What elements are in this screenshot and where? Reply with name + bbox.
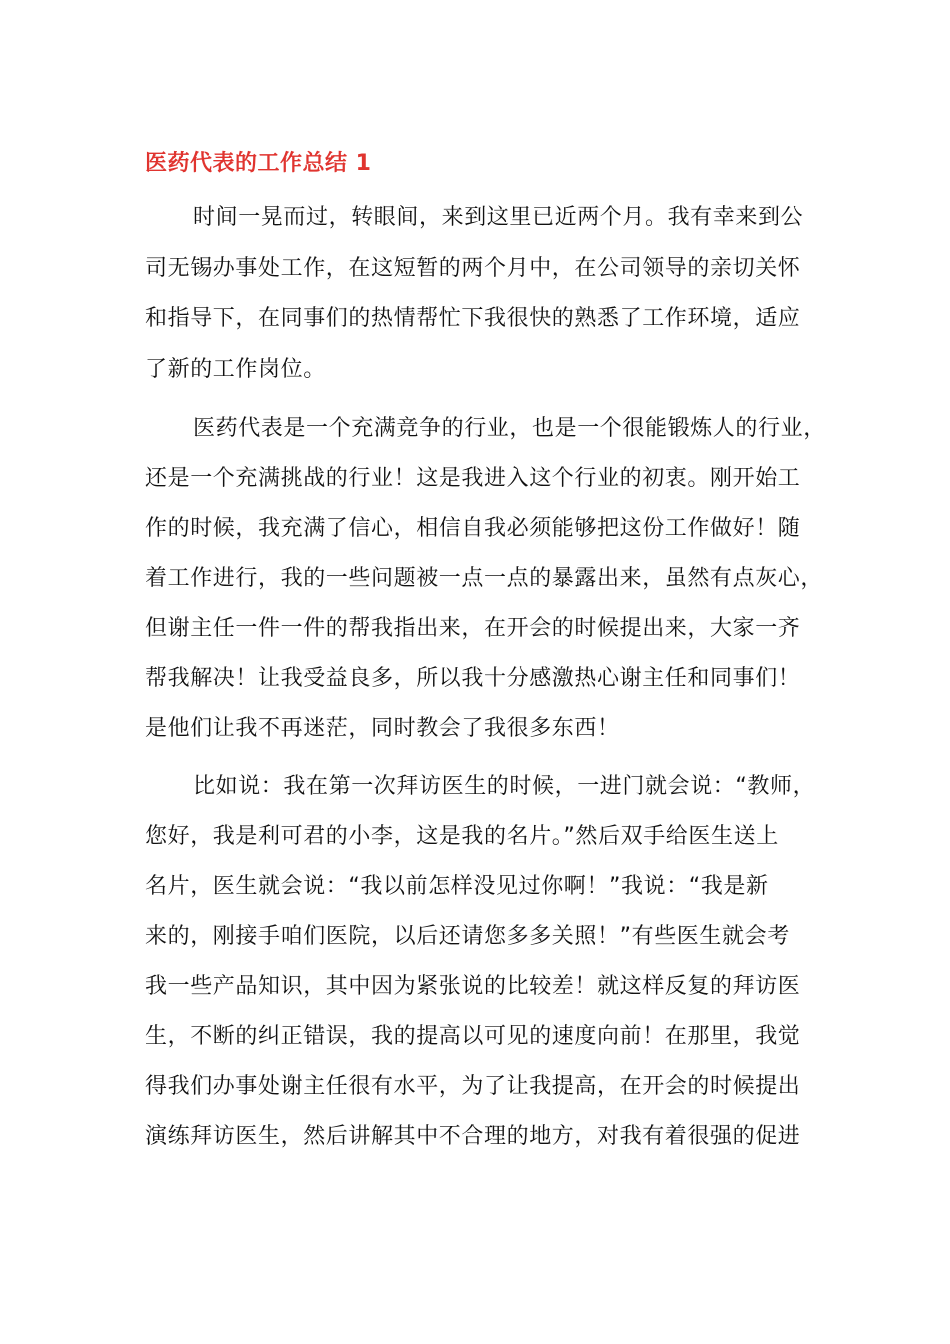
paragraph-line: 医药代表是一个充满竞争的行业，也是一个很能锻炼人的行业， bbox=[193, 416, 826, 441]
paragraph-line: 时间一晃而过，转眼间，来到这里已近两个月。我有幸来到公 bbox=[193, 205, 804, 230]
paragraph-line: 名片，医生就会说：“我以前怎样没见过你啊！”我说：“我是新 bbox=[145, 874, 769, 899]
paragraph-line: 演练拜访医生，然后讲解其中不合理的地方，对我有着很强的促进 bbox=[145, 1124, 801, 1149]
paragraph-line: 还是一个充满挑战的行业！这是我进入这个行业的初衷。刚开始工 bbox=[145, 466, 801, 491]
paragraph-line: 是他们让我不再迷茫，同时教会了我很多东西！ bbox=[145, 716, 620, 741]
paragraph-line: 我一些产品知识，其中因为紧张说的比较差！就这样反复的拜访医 bbox=[145, 974, 801, 999]
paragraph-line: 比如说：我在第一次拜访医生的时候，一进门就会说：“教师， bbox=[193, 774, 816, 799]
paragraph-line: 来的，刚接手咱们医院，以后还请您多多关照！”有些医生就会考 bbox=[145, 924, 790, 949]
paragraph-line: 着工作进行，我的一些问题被一点一点的暴露出来，虽然有点灰心， bbox=[145, 566, 824, 591]
paragraph-line: 但谢主任一件一件的帮我指出来，在开会的时候提出来，大家一齐 bbox=[145, 616, 801, 641]
paragraph-line: 得我们办事处谢主任很有水平，为了让我提高，在开会的时候提出 bbox=[145, 1074, 801, 1099]
paragraph-line: 您好，我是利可君的小李，这是我的名片。”然后双手给医生送上 bbox=[145, 824, 779, 849]
paragraph-line: 帮我解决！让我受益良多，所以我十分感激热心谢主任和同事们！ bbox=[145, 666, 801, 691]
paragraph-line: 司无锡办事处工作，在这短暂的两个月中，在公司领导的亲切关怀 bbox=[145, 256, 801, 281]
paragraph-line: 和指导下，在同事们的热情帮忙下我很快的熟悉了工作环境，适应 bbox=[145, 306, 801, 331]
paragraph-line: 作的时候，我充满了信心，相信自我必须能够把这份工作做好！随 bbox=[145, 516, 801, 541]
paragraph-line: 了新的工作岗位。 bbox=[145, 357, 326, 382]
paragraph-line: 生，不断的纠正错误，我的提高以可见的速度向前！在那里，我觉 bbox=[145, 1024, 801, 1049]
document-title: 医药代表的工作总结 1 bbox=[145, 151, 372, 176]
